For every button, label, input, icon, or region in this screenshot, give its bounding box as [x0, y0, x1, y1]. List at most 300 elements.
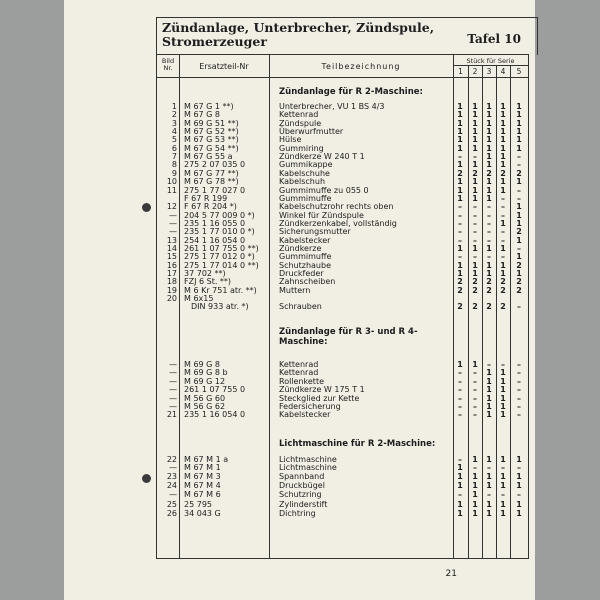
row-quantity-serie-2: 1	[472, 193, 478, 203]
row-quantity-serie-3: 1	[486, 143, 492, 153]
row-quantity-serie-2: 1	[472, 102, 478, 111]
row-quantity-serie-5: 2	[516, 285, 522, 295]
row-quantity-serie-3: 2	[486, 285, 492, 295]
row-bild-nr: 22	[166, 455, 177, 464]
row-ersatzteil-nr: 254 1 16 054 0	[184, 235, 246, 245]
row-quantity-serie-2: 1	[472, 490, 478, 499]
row-teilbezeichnung: Unterbrecher, VU 1 BS 4/3	[279, 102, 385, 111]
row-quantity-serie-4: –	[501, 235, 505, 245]
column-header-serie-4: 4	[500, 67, 506, 76]
row-quantity-serie-3: 1	[486, 135, 492, 145]
row-quantity-serie-2: 2	[472, 285, 478, 295]
row-quantity-serie-2: 1	[472, 118, 478, 128]
row-quantity-serie-2: 1	[472, 509, 478, 518]
row-quantity-serie-3: 1	[486, 185, 492, 195]
row-quantity-serie-4: 1	[500, 472, 506, 481]
row-quantity-serie-5: 1	[516, 102, 522, 111]
row-quantity-serie-3: 1	[486, 243, 492, 253]
row-quantity-serie-2: 1	[472, 455, 478, 464]
row-teilbezeichnung: Gummimuffe	[279, 193, 332, 203]
row-teilbezeichnung: Hülse	[279, 135, 302, 145]
row-quantity-serie-3: 1	[486, 509, 492, 518]
row-ersatzteil-nr: 275 2 07 035 0	[184, 160, 246, 170]
row-ersatzteil-nr: M 69 G 51 **)	[184, 118, 239, 128]
row-quantity-serie-4: –	[501, 463, 505, 472]
row-teilbezeichnung: Lichtmaschine	[279, 463, 337, 472]
row-ersatzteil-nr: FZJ 6 St. **)	[184, 277, 232, 287]
row-quantity-serie-3: 1	[486, 177, 492, 187]
row-ersatzteil-nr: 235 1 16 054 0	[184, 410, 246, 420]
row-teilbezeichnung: Lichtmaschine	[279, 455, 337, 464]
row-quantity-serie-1: 1	[457, 193, 463, 203]
row-quantity-serie-3: 1	[486, 118, 492, 128]
row-quantity-serie-5: –	[517, 385, 521, 395]
row-quantity-serie-4: 1	[500, 410, 506, 420]
row-bild-nr: 7	[171, 152, 177, 162]
row-bild-nr: —	[169, 385, 177, 395]
page-header	[156, 17, 538, 55]
row-bild-nr: —	[169, 227, 177, 237]
row-quantity-serie-5: –	[517, 410, 521, 420]
row-teilbezeichnung: Muttern	[279, 285, 311, 295]
row-quantity-serie-1: 1	[457, 360, 463, 369]
row-quantity-serie-3: –	[487, 202, 491, 212]
row-quantity-serie-5: –	[517, 160, 521, 170]
row-ersatzteil-nr: M 67 G 53 **)	[184, 135, 239, 145]
row-bild-nr: 11	[166, 185, 177, 195]
row-quantity-serie-2: –	[473, 393, 477, 403]
row-quantity-serie-5: –	[517, 376, 521, 386]
row-teilbezeichnung: Gummimuffe	[279, 252, 332, 262]
row-quantity-serie-5: 1	[516, 252, 522, 262]
row-quantity-serie-4: 1	[500, 269, 506, 278]
row-quantity-serie-2: –	[473, 202, 477, 212]
row-quantity-serie-5: 1	[516, 481, 522, 490]
column-header-ersatzteil: Ersatzteil-Nr	[199, 62, 249, 71]
row-teilbezeichnung: Winkel für Zündspule	[279, 210, 364, 220]
row-quantity-serie-4: –	[501, 227, 505, 237]
row-ersatzteil-nr: M 56 G 62	[184, 402, 226, 411]
row-teilbezeichnung: Dichtring	[279, 509, 316, 518]
row-teilbezeichnung: Schrauben	[279, 302, 322, 312]
row-teilbezeichnung: Zündkerzenkabel, vollständig	[279, 218, 397, 228]
row-quantity-serie-4: 1	[500, 177, 506, 187]
row-quantity-serie-2: 1	[472, 243, 478, 253]
row-quantity-serie-4: 1	[500, 102, 506, 111]
row-quantity-serie-1: –	[458, 227, 462, 237]
punch-hole	[142, 203, 151, 212]
row-quantity-serie-5: 1	[516, 135, 522, 145]
row-quantity-serie-1: –	[458, 402, 462, 411]
row-quantity-serie-3: 1	[486, 368, 492, 378]
row-ersatzteil-nr: DIN 933 atr. *)	[191, 302, 249, 312]
row-quantity-serie-3: –	[487, 360, 491, 369]
row-quantity-serie-4: –	[501, 193, 505, 203]
row-quantity-serie-3: 1	[486, 385, 492, 395]
row-bild-nr: —	[169, 368, 177, 378]
row-quantity-serie-2: 1	[472, 269, 478, 278]
row-quantity-serie-4: 1	[500, 500, 506, 509]
row-quantity-serie-3: 1	[486, 127, 492, 137]
column-header-stueck: Stück für Serie	[466, 57, 515, 65]
row-quantity-serie-1: –	[458, 368, 462, 378]
section-title: Zündanlage für R 2-Maschine:	[279, 87, 423, 97]
row-quantity-serie-1: 2	[457, 168, 463, 178]
row-bild-nr: —	[169, 360, 177, 369]
row-quantity-serie-3: –	[487, 235, 491, 245]
row-quantity-serie-3: 1	[486, 102, 492, 111]
row-quantity-serie-5: 1	[516, 269, 522, 278]
row-ersatzteil-nr: M 67 M 3	[184, 472, 221, 481]
row-quantity-serie-1: –	[458, 210, 462, 220]
row-quantity-serie-2: 1	[472, 110, 478, 120]
row-teilbezeichnung: Druckbügel	[279, 481, 325, 490]
row-quantity-serie-1: –	[458, 393, 462, 403]
row-quantity-serie-1: 1	[457, 260, 463, 270]
row-teilbezeichnung: Federsicherung	[279, 402, 341, 411]
row-quantity-serie-3: 1	[486, 269, 492, 278]
row-quantity-serie-4: –	[501, 252, 505, 262]
row-quantity-serie-5: –	[517, 463, 521, 472]
row-quantity-serie-4: 1	[500, 509, 506, 518]
row-quantity-serie-2: –	[473, 252, 477, 262]
row-quantity-serie-4: 1	[500, 455, 506, 464]
row-ersatzteil-nr: 25 795	[184, 500, 212, 509]
row-quantity-serie-4: 1	[500, 218, 506, 228]
row-teilbezeichnung: Kabelschuhe	[279, 168, 330, 178]
row-ersatzteil-nr: M 67 M 6	[184, 490, 221, 499]
row-quantity-serie-2: 2	[472, 168, 478, 178]
row-bild-nr: 5	[171, 135, 177, 145]
row-quantity-serie-4: 1	[500, 376, 506, 386]
row-teilbezeichnung: Gummikappe	[279, 160, 333, 170]
row-quantity-serie-5: 1	[516, 455, 522, 464]
row-quantity-serie-5: 1	[516, 472, 522, 481]
row-quantity-serie-5: –	[517, 193, 521, 203]
row-quantity-serie-2: –	[473, 402, 477, 411]
row-quantity-serie-1: –	[458, 252, 462, 262]
row-quantity-serie-3: 1	[486, 472, 492, 481]
row-quantity-serie-2: 1	[472, 143, 478, 153]
row-quantity-serie-3: 1	[486, 393, 492, 403]
row-quantity-serie-2: 1	[472, 127, 478, 137]
row-bild-nr: 26	[166, 509, 177, 518]
row-teilbezeichnung: Zündkerze W 240 T 1	[279, 152, 365, 162]
row-quantity-serie-1: 1	[457, 118, 463, 128]
row-bild-nr: 17	[166, 269, 177, 278]
row-bild-nr: 8	[171, 160, 177, 170]
row-teilbezeichnung: Steckglied zur Kette	[279, 393, 360, 403]
row-quantity-serie-4: 2	[500, 277, 506, 287]
row-ersatzteil-nr: 275 1 77 027 0	[184, 185, 246, 195]
row-quantity-serie-4: 2	[500, 168, 506, 178]
row-quantity-serie-1: –	[458, 218, 462, 228]
row-ersatzteil-nr: 275 1 77 012 0 *)	[184, 252, 255, 262]
row-quantity-serie-2: –	[473, 463, 477, 472]
row-bild-nr: 1	[171, 102, 177, 111]
row-quantity-serie-1: –	[458, 376, 462, 386]
row-quantity-serie-3: –	[487, 490, 491, 499]
row-quantity-serie-3: 1	[486, 376, 492, 386]
row-quantity-serie-2: 1	[472, 177, 478, 187]
row-ersatzteil-nr: M 67 G 8	[184, 110, 220, 120]
row-ersatzteil-nr: 34 043 G	[184, 509, 221, 518]
row-teilbezeichnung: Druckfeder	[279, 269, 324, 278]
row-bild-nr: —	[169, 376, 177, 386]
row-quantity-serie-3: 1	[486, 260, 492, 270]
row-quantity-serie-1: –	[458, 455, 462, 464]
row-quantity-serie-1: –	[458, 202, 462, 212]
row-teilbezeichnung: Zahnscheiben	[279, 277, 336, 287]
row-ersatzteil-nr: 204 5 77 009 0 *)	[184, 210, 255, 220]
row-quantity-serie-1: 2	[457, 285, 463, 295]
row-quantity-serie-4: –	[501, 210, 505, 220]
row-quantity-serie-5: 1	[516, 127, 522, 137]
row-bild-nr: 23	[166, 472, 177, 481]
row-quantity-serie-5: –	[517, 243, 521, 253]
row-ersatzteil-nr: 235 1 16 055 0	[184, 218, 246, 228]
row-quantity-serie-1: –	[458, 410, 462, 420]
row-quantity-serie-2: –	[473, 376, 477, 386]
row-bild-nr: 15	[166, 252, 177, 262]
row-teilbezeichnung: Gummiring	[279, 143, 324, 153]
row-quantity-serie-1: 1	[457, 143, 463, 153]
row-bild-nr: —	[169, 218, 177, 228]
row-quantity-serie-1: 1	[457, 127, 463, 137]
row-teilbezeichnung: Kabelschutzrohr rechts oben	[279, 202, 394, 212]
row-ersatzteil-nr: M 69 G 12	[184, 376, 226, 386]
row-quantity-serie-2: 1	[472, 160, 478, 170]
row-teilbezeichnung: Sicherungsmutter	[279, 227, 351, 237]
row-teilbezeichnung: Kettenrad	[279, 360, 319, 369]
row-teilbezeichnung: Kettenrad	[279, 110, 319, 120]
row-quantity-serie-4: 1	[500, 260, 506, 270]
row-quantity-serie-1: 1	[457, 463, 463, 472]
row-quantity-serie-1: –	[458, 385, 462, 395]
row-ersatzteil-nr: M 6 Kr 751 atr. **)	[184, 285, 257, 295]
row-ersatzteil-nr: M 67 G 52 **)	[184, 127, 239, 137]
row-quantity-serie-5: 2	[516, 168, 522, 178]
row-ersatzteil-nr: F 67 R 199	[184, 193, 228, 203]
section-title: Lichtmaschine für R 2-Maschine:	[279, 439, 436, 449]
row-quantity-serie-1: 1	[457, 509, 463, 518]
row-quantity-serie-5: –	[517, 368, 521, 378]
row-quantity-serie-4: 1	[500, 160, 506, 170]
row-bild-nr: 20	[166, 294, 177, 304]
row-bild-nr: 18	[166, 277, 177, 287]
row-ersatzteil-nr: M 69 G 8 b	[184, 368, 228, 378]
row-quantity-serie-3: 2	[486, 277, 492, 287]
row-quantity-serie-4: 1	[500, 185, 506, 195]
row-quantity-serie-2: –	[473, 385, 477, 395]
row-quantity-serie-5: –	[517, 393, 521, 403]
row-ersatzteil-nr: M 6x15	[184, 294, 214, 304]
row-ersatzteil-nr: F 67 R 204 *)	[184, 202, 237, 212]
row-quantity-serie-2: 1	[472, 185, 478, 195]
row-quantity-serie-5: –	[517, 185, 521, 195]
row-ersatzteil-nr: 275 1 77 014 0 **)	[184, 260, 259, 270]
row-quantity-serie-2: 1	[472, 135, 478, 145]
row-ersatzteil-nr: M 67 G 78 **)	[184, 177, 239, 187]
tafel-label: Tafel 10	[467, 32, 521, 46]
row-bild-nr: —	[169, 490, 177, 499]
row-quantity-serie-3: 1	[486, 402, 492, 411]
document-page	[64, 0, 535, 600]
column-divider	[510, 65, 511, 558]
row-quantity-serie-1: 1	[457, 177, 463, 187]
column-header-serie-1: 1	[458, 67, 463, 76]
row-bild-nr: 3	[171, 118, 177, 128]
row-quantity-serie-5: –	[517, 152, 521, 162]
row-quantity-serie-4: 1	[500, 152, 506, 162]
row-quantity-serie-3: –	[487, 252, 491, 262]
row-quantity-serie-2: 1	[472, 500, 478, 509]
row-bild-nr: 10	[166, 177, 177, 187]
row-teilbezeichnung: Gummimuffe zu 055 0	[279, 185, 369, 195]
column-header-teilbezeichnung: Teilbezeichnung	[321, 62, 401, 71]
column-divider	[179, 55, 180, 558]
row-ersatzteil-nr: 261 1 07 755 0 **)	[184, 243, 259, 253]
row-teilbezeichnung: Schutzhaube	[279, 260, 331, 270]
row-quantity-serie-4: –	[501, 360, 505, 369]
row-quantity-serie-2: –	[473, 235, 477, 245]
row-bild-nr: 24	[166, 481, 177, 490]
row-teilbezeichnung: Zylinderstift	[279, 500, 328, 509]
row-quantity-serie-1: 1	[457, 160, 463, 170]
row-quantity-serie-4: 1	[500, 385, 506, 395]
row-quantity-serie-5: 1	[516, 210, 522, 220]
row-quantity-serie-3: 1	[486, 193, 492, 203]
row-bild-nr: 21	[166, 410, 177, 420]
row-quantity-serie-3: –	[487, 227, 491, 237]
row-ersatzteil-nr: M 69 G 8	[184, 360, 220, 369]
page-title: Zündanlage, Unterbrecher, Zündspule, Stromerzeuger	[162, 20, 435, 49]
row-teilbezeichnung: Schutzring	[279, 490, 322, 499]
row-quantity-serie-2: 1	[472, 472, 478, 481]
row-bild-nr: 12	[166, 202, 177, 212]
row-bild-nr: 4	[171, 127, 177, 137]
row-quantity-serie-2: –	[473, 218, 477, 228]
row-quantity-serie-1: 2	[457, 277, 463, 287]
row-quantity-serie-1: 1	[457, 500, 463, 509]
row-quantity-serie-4: 1	[500, 127, 506, 137]
row-quantity-serie-4: –	[501, 490, 505, 499]
row-quantity-serie-2: 1	[472, 360, 478, 369]
row-quantity-serie-4: 1	[500, 110, 506, 120]
row-bild-nr: 25	[166, 500, 177, 509]
row-quantity-serie-5: 1	[516, 143, 522, 153]
row-bild-nr: 9	[171, 168, 177, 178]
row-quantity-serie-3: 1	[486, 110, 492, 120]
row-quantity-serie-4: –	[501, 202, 505, 212]
row-quantity-serie-5: 1	[516, 500, 522, 509]
row-ersatzteil-nr: M 56 G 60	[184, 393, 226, 403]
column-header-bild-nr: Bild Nr.	[161, 57, 175, 72]
row-bild-nr: 2	[171, 110, 177, 120]
row-quantity-serie-3: 1	[486, 152, 492, 162]
row-quantity-serie-4: 1	[500, 118, 506, 128]
row-quantity-serie-2: 1	[472, 260, 478, 270]
row-quantity-serie-5: 2	[516, 277, 522, 287]
header-rule	[157, 77, 528, 78]
column-divider	[269, 55, 270, 558]
row-ersatzteil-nr: M 67 G 77 **)	[184, 168, 239, 178]
row-quantity-serie-4: 1	[500, 402, 506, 411]
punch-hole	[142, 474, 151, 483]
row-quantity-serie-1: 1	[457, 243, 463, 253]
row-bild-nr: —	[169, 463, 177, 472]
row-quantity-serie-1: 1	[457, 185, 463, 195]
row-ersatzteil-nr: M 67 G 55 a	[184, 152, 233, 162]
row-quantity-serie-5: 1	[516, 110, 522, 120]
row-teilbezeichnung: Spannband	[279, 472, 325, 481]
row-quantity-serie-4: 1	[500, 481, 506, 490]
row-quantity-serie-1: 1	[457, 135, 463, 145]
row-ersatzteil-nr: M 67 M 1 a	[184, 455, 229, 464]
row-teilbezeichnung: Rollenkette	[279, 376, 324, 386]
row-quantity-serie-2: 1	[472, 481, 478, 490]
row-quantity-serie-1: –	[458, 152, 462, 162]
row-quantity-serie-3: 1	[486, 410, 492, 420]
row-teilbezeichnung: Kabelstecker	[279, 410, 331, 420]
row-bild-nr: 19	[166, 285, 177, 295]
row-quantity-serie-3: 2	[486, 168, 492, 178]
row-quantity-serie-4: 2	[500, 302, 506, 312]
column-header-serie-5: 5	[516, 67, 522, 76]
row-ersatzteil-nr: 235 1 77 010 0 *)	[184, 227, 255, 237]
section-title: Zündanlage für R 3- und R 4-Maschine:	[279, 327, 418, 347]
row-quantity-serie-2: –	[473, 410, 477, 420]
row-bild-nr: —	[169, 210, 177, 220]
row-quantity-serie-5: 2	[516, 260, 522, 270]
row-bild-nr: 6	[171, 143, 177, 153]
row-bild-nr: —	[169, 393, 177, 403]
row-bild-nr: 14	[166, 243, 177, 253]
row-quantity-serie-3: 1	[486, 455, 492, 464]
parts-table	[156, 54, 529, 559]
row-ersatzteil-nr: M 67 M 1	[184, 463, 221, 472]
row-teilbezeichnung: Zündkerze W 175 T 1	[279, 385, 365, 395]
row-quantity-serie-3: –	[487, 463, 491, 472]
row-quantity-serie-4: 1	[500, 243, 506, 253]
row-quantity-serie-5: 1	[516, 218, 522, 228]
row-teilbezeichnung: Zündkerze	[279, 243, 322, 253]
row-quantity-serie-2: –	[473, 152, 477, 162]
row-quantity-serie-3: –	[487, 218, 491, 228]
row-quantity-serie-1: 1	[457, 269, 463, 278]
row-bild-nr: 16	[166, 260, 177, 270]
row-teilbezeichnung: Kabelstecker	[279, 235, 331, 245]
row-quantity-serie-3: 2	[486, 302, 492, 312]
row-quantity-serie-2: –	[473, 368, 477, 378]
row-ersatzteil-nr: M 67 G 1 **)	[184, 102, 234, 111]
row-quantity-serie-2: 2	[472, 277, 478, 287]
row-quantity-serie-3: 1	[486, 481, 492, 490]
row-quantity-serie-5: 1	[516, 509, 522, 518]
row-quantity-serie-2: 2	[472, 302, 478, 312]
row-quantity-serie-3: 1	[486, 160, 492, 170]
row-bild-nr: 13	[166, 235, 177, 245]
row-quantity-serie-5: 1	[516, 177, 522, 187]
row-ersatzteil-nr: M 67 G 54 **)	[184, 143, 239, 153]
row-quantity-serie-5: 1	[516, 202, 522, 212]
row-bild-nr: —	[169, 402, 177, 411]
column-header-serie-3: 3	[486, 67, 492, 76]
row-quantity-serie-2: –	[473, 210, 477, 220]
row-ersatzteil-nr: 37 702 **)	[184, 269, 226, 278]
header-rule	[453, 65, 528, 66]
row-quantity-serie-1: 1	[457, 472, 463, 481]
